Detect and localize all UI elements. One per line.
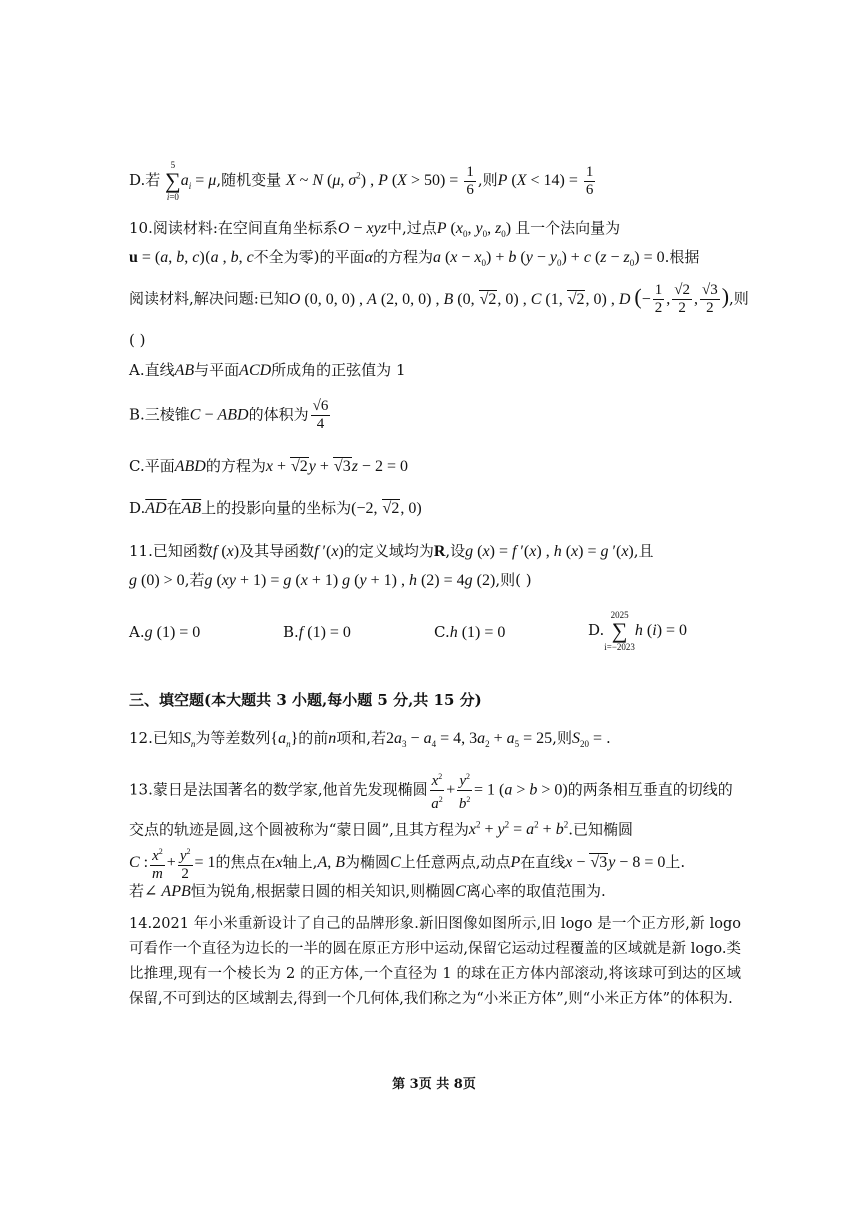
option-label: B. bbox=[283, 623, 299, 641]
q10-option-b: B.三棱锥C − ABD的体积为 $\frac{√6}{4}$ bbox=[129, 398, 329, 432]
q11-text: ,则( ) bbox=[495, 571, 532, 589]
fraction: $\frac{x^2}{a^2}$ bbox=[430, 768, 445, 813]
option-label: A. bbox=[129, 623, 145, 641]
q13-line-1: 13.蒙日是法国著名的数学家,他首先发现椭圆 $\frac{x^2}{a^2}$ + $\frac{y^2}{b^2}$ = 1 (a > b > 0)的两条相互垂直的切线的 bbox=[129, 768, 749, 808]
q11-text: 11.已知函数 bbox=[129, 542, 213, 560]
sum-symbol: 2025 ∑ i=−2023 bbox=[604, 610, 635, 652]
q11-text: 的定义域均为 bbox=[343, 542, 434, 560]
q13-line-4: 若∠ APB恒为锐角,根据蒙日圆的相关知识,则椭圆C离心率的取值范围为. bbox=[129, 882, 606, 900]
q10-text: .根据 bbox=[664, 248, 700, 266]
q11-text: 及其导函数 bbox=[239, 542, 315, 560]
q11-option-b: B.f (1) = 0 bbox=[283, 623, 351, 641]
option-label: D. bbox=[588, 621, 605, 639]
q10-paren bbox=[129, 330, 749, 350]
q10-text: 的方程为 bbox=[372, 248, 433, 266]
q13-text: 若 bbox=[129, 882, 145, 900]
option-text: 所成角的正弦值为 1 bbox=[271, 361, 406, 379]
q11-option-a: A.g (1) = 0 bbox=[129, 623, 201, 641]
q11-text: ,且 bbox=[633, 542, 654, 560]
q11-text: ,若 bbox=[184, 571, 205, 589]
option-text: 在 bbox=[166, 499, 182, 517]
option-label: C. bbox=[434, 623, 450, 641]
q12-text: 的前 bbox=[298, 729, 329, 747]
q11-line-1: 11.已知函数f (x)及其导函数f ′(x)的定义域均为R,设g (x) = f ′(x) , h (x) = g ′(x),且 bbox=[129, 542, 654, 560]
q10-option-d: $D.\overline{AD}$在$\overline{AB}$上的投影向量的坐标为(−2, √2, 0) bbox=[129, 499, 422, 517]
q11-option-c: C.h (1) = 0 bbox=[434, 623, 506, 641]
sum-symbol: 5 ∑ i=0 bbox=[165, 160, 181, 202]
q10-formula: a , b, c bbox=[210, 249, 254, 266]
q12-text: ,则 bbox=[552, 729, 572, 747]
q10-line-1 bbox=[129, 218, 749, 244]
q13-text: 恒为锐角,根据蒙日圆的相关知识,则椭圆 bbox=[190, 882, 456, 900]
option-text: 的体积为 bbox=[248, 405, 309, 424]
q11-line-2: g (0) > 0,若g (xy + 1) = g (x + 1) g (y + 1) , h (2) = 4g (2),则( ) bbox=[129, 571, 532, 589]
sum-upper: 2025 bbox=[610, 610, 629, 620]
answer-blank: ( ) bbox=[129, 331, 146, 349]
q12-text: 项和,若 bbox=[336, 729, 387, 747]
q9-option-d bbox=[129, 160, 749, 202]
q13-text: 在直线 bbox=[520, 853, 566, 871]
q12-text: . bbox=[605, 729, 611, 747]
option-text: 与平面 bbox=[194, 361, 240, 379]
q10-text: 中,过点 bbox=[386, 219, 437, 237]
q10-line-3: 阅读材料,解决问题:已知O (0, 0, 0) , A (2, 0, 0) , B (0, √2, 0) , C (1, √2, 0) , D (− $\frac{1}{2}$ , $\frac{√2}{2}$ , $\frac{√3}{2}$ ),则 bbox=[129, 282, 749, 316]
q10-text: 且一个法向量为 bbox=[515, 219, 621, 237]
fraction: $\frac{y^2}{2}$ bbox=[178, 843, 193, 883]
q9-d-prefix: D.若 bbox=[129, 171, 161, 189]
q12-text: 12.已知 bbox=[129, 729, 183, 747]
q10-formula: u = (a, b, c) bbox=[129, 249, 205, 266]
q13-text: 轴上, bbox=[282, 853, 318, 871]
fraction: $\frac{1}{2}$ bbox=[654, 282, 663, 316]
q10-option-c: C.平面ABD的方程为x + √2y + √3z − 2 = 0 bbox=[129, 457, 408, 475]
q13-text: 13.蒙日是法国著名的数学家,他首先发现椭圆 bbox=[129, 780, 428, 799]
fraction: $\frac{√2}{2}$ bbox=[674, 282, 690, 316]
fraction: $\frac{√6}{4}$ bbox=[312, 398, 329, 432]
q10-formula: a $(x - x_0) + b$ $(y - y_0) + c$ $(z - z_0) = 0$ bbox=[432, 249, 665, 269]
q10-points: O (0, 0, 0) , A (2, 0, 0) , B (0, √2, 0) , C (1, √2, 0) , D (− bbox=[288, 283, 651, 309]
q13-line-2: 交点的轨迹是圆,这个圆被称为“蒙日圆”,且其方程为$x^2 + y^2 = a^2 + b^2$.已知椭圆 bbox=[129, 820, 633, 839]
q10-text: ( bbox=[204, 248, 211, 266]
q10-formula: P ($x_0$, $y_0$, $z_0$) bbox=[436, 220, 516, 240]
q9-d-formula-3: P (X < 14) = bbox=[497, 172, 582, 189]
option-text: 上的投影向量的坐标为 bbox=[201, 499, 352, 517]
option-text: 的方程为 bbox=[205, 457, 266, 475]
fraction: $\frac{√3}{2}$ bbox=[701, 282, 718, 316]
q10-option-a: A.直线AB与平面ACD所成角的正弦值为 1 bbox=[129, 361, 406, 379]
q11-text: ,设 bbox=[445, 542, 466, 560]
q13-text: 的焦点在 bbox=[215, 853, 276, 871]
q11-option-d: D. 2025 ∑ i=−2023 h (i) = 0 bbox=[588, 610, 688, 652]
q10-formula: O − xyz bbox=[337, 220, 387, 237]
page-footer: 第 3页 共 8页 bbox=[392, 1077, 476, 1092]
sum-lower: i=−2023 bbox=[604, 642, 635, 652]
q9-d-formula-1: $a_i = \mu$ bbox=[180, 172, 217, 192]
q13-text: 上任意两点,动点 bbox=[400, 853, 511, 871]
q12-text: 为等差数列 bbox=[195, 729, 271, 747]
option-label: B.三棱锥 bbox=[129, 405, 190, 424]
q13-text: 的两条相互垂直的切线的 bbox=[567, 780, 733, 799]
q14: 14.2021 年小米重新设计了自己的品牌形象.新旧图像如图所示,旧 logo 是一个正方形,新 logo 可看作一个直径为边长的一半的圆在原正方形中运动,保留它运动过程覆盖的区域就是新 logo.类比推理,现有一个棱长为 2 的正方体,一个直径为 1 的球在正方体内部滚动,将该球可到达的区域保留,不可到达的区域割去,得到一个几何体,我们称之为“小米正方体”,则“小米正方体”的体积为. bbox=[129, 916, 741, 1007]
section-3-heading: 三、填空题(本大题共 3 小题,每小题 5 分,共 15 分) bbox=[129, 691, 482, 709]
q9-d-formula-2: X ~ N (μ, $\sigma^2$) , P (X > 50) = bbox=[285, 170, 463, 189]
q10-text: 10.阅读材料:在空间直角坐标系 bbox=[129, 219, 338, 237]
option-label: A.直线 bbox=[129, 361, 175, 379]
q10-text: ,则 bbox=[729, 289, 749, 308]
q13-text: 为椭圆 bbox=[345, 853, 391, 871]
q13-text: 离心率的取值范围为. bbox=[465, 882, 606, 900]
q13-text: .已知椭圆 bbox=[568, 820, 633, 839]
q13-text: 上. bbox=[665, 853, 686, 871]
option-label: D. bbox=[129, 499, 146, 517]
q10-text: 不全为零)的平面 bbox=[253, 248, 365, 266]
fraction: $\frac{1}{6}$ bbox=[585, 163, 594, 198]
q9-d-then: ,则 bbox=[477, 171, 498, 189]
q13-text: 交点的轨迹是圆,这个圆被称为“蒙日圆”,且其方程为 bbox=[129, 820, 469, 839]
q10-line-2 bbox=[129, 247, 749, 273]
fraction: $\frac{1}{6}$ bbox=[466, 163, 474, 198]
q13-line-3: C : $\frac{x^2}{m}$ + $\frac{y^2}{2}$ = 1的焦点在x轴上,A, B为椭圆C上任意两点,动点P在直线x − √3y − 8 = 0上. bbox=[129, 843, 749, 883]
q10-formula: α bbox=[364, 249, 373, 266]
q10-text: 阅读材料,解决问题:已知 bbox=[129, 289, 289, 308]
fraction: $\frac{x^2}{m}$ bbox=[150, 843, 165, 883]
q9-d-mid: ,随机变量 bbox=[216, 171, 282, 189]
fraction: $\frac{y^2}{b^2}$ bbox=[457, 768, 472, 813]
q12: 12.已知$S_n$为等差数列$\{a_n\}$的前n项和,若$2a_3 - a_4 = 4$, $3a_2 + a_5 = 25$,则$S_{20}$ = . bbox=[129, 729, 611, 750]
option-label: C.平面 bbox=[129, 457, 175, 475]
